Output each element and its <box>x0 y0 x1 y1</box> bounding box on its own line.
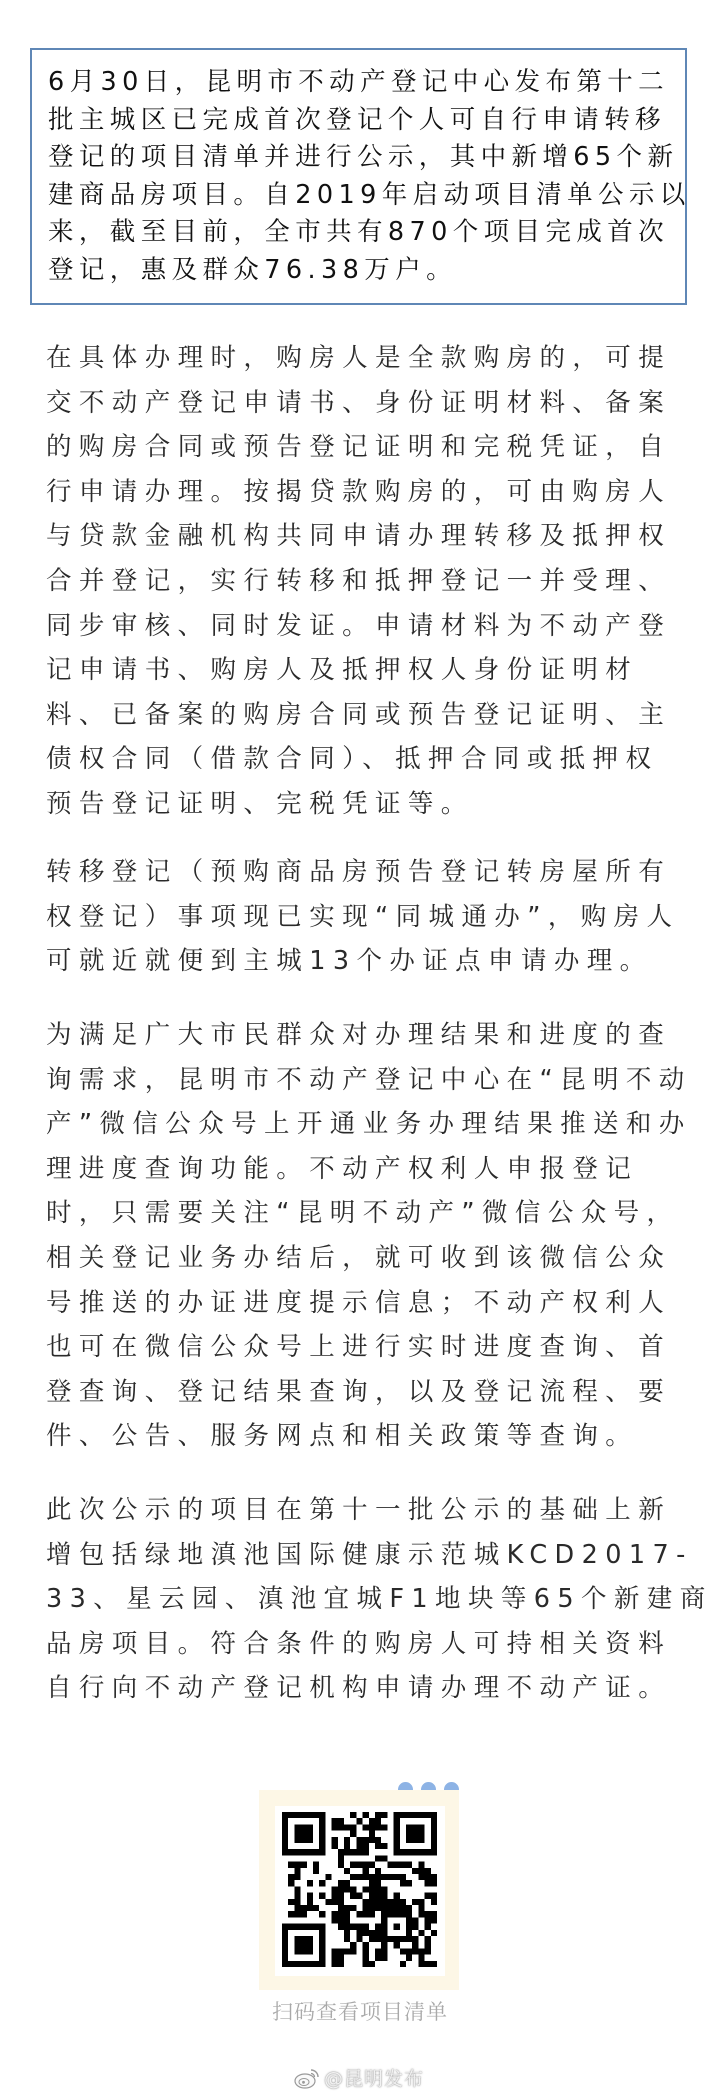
paragraph-line: 产”微信公众号上开通业务办理结果推送和办 <box>46 1109 692 1140</box>
paragraph-line: 此次公示的项目在第十一批公示的基础上新 <box>46 1495 672 1525</box>
paragraph-line: 也可在微信公众号上进行实时进度查询、首 <box>46 1332 672 1363</box>
paragraph-line: 询需求，昆明市不动产登记中心在“昆明不动 <box>46 1064 692 1095</box>
paragraph-same-city-service <box>46 850 686 984</box>
summary-line: 登记的项目清单并进行公示，其中新增65个新 <box>48 142 679 173</box>
paragraph-line: 自行向不动产登记机构申请办理不动产证。 <box>46 1673 672 1704</box>
paragraph-line: 为满足广大市民群众对办理结果和进度的查 <box>46 1020 672 1050</box>
paragraph-line: 时，只需要关注“昆明不动产”微信公众号， <box>46 1198 680 1229</box>
weibo-icon <box>294 2067 320 2089</box>
summary-line: 来，截至目前，全市共有870个项目完成首次 <box>48 217 670 248</box>
paragraph-line: 交不动产登记申请书、身份证明材料、备案 <box>46 387 672 418</box>
weibo-watermark <box>294 2064 424 2091</box>
paragraph-line: 的购房合同或预告登记证明和完税凭证，自 <box>46 432 672 463</box>
paragraph-line: 号推送的办证进度提示信息；不动产权利人 <box>46 1287 672 1318</box>
paragraph-line: 行申请办理。按揭贷款购房的，可由购房人 <box>46 476 672 507</box>
watermark-text: @昆明发布 <box>324 2068 425 2090</box>
paragraph-line: 可就近就便到主城13个办证点申请办理。 <box>46 946 653 977</box>
paragraph-line: 相关登记业务办结后，就可收到该微信公众 <box>46 1242 672 1273</box>
paragraph-application-materials <box>46 336 686 827</box>
paragraph-line: 合并登记，实行转移和抵押登记一并受理、 <box>46 565 672 596</box>
paragraph-line: 件、公告、服务网点和相关政策等查询。 <box>46 1421 639 1452</box>
qr-code-icon[interactable] <box>282 1812 437 1967</box>
summary-text <box>48 64 691 290</box>
qr-panel <box>275 1806 445 1976</box>
paragraph-line: 料、已备案的购房合同或预告登记证明、主 <box>46 699 672 730</box>
paragraph-wechat-query <box>46 1013 692 1459</box>
summary-line: 建商品房项目。自2019年启动项目清单公示以 <box>48 179 691 210</box>
paragraph-line: 转移登记（预购商品房预告登记转房屋所有 <box>46 857 672 887</box>
summary-line: 6月30日，昆明市不动产登记中心发布第十二 <box>48 67 670 97</box>
paragraph-line: 权登记）事项现已实现“同城通办”，购房人 <box>46 901 680 932</box>
summary-line: 批主城区已完成首次登记个人可自行申请转移 <box>48 104 667 135</box>
paragraph-line: 品房项目。符合条件的购房人可持相关资料 <box>46 1628 672 1659</box>
paragraph-line: 同步审核、同时发证。申请材料为不动产登 <box>46 610 672 641</box>
paragraph-line: 在具体办理时，购房人是全款购房的，可提 <box>46 343 672 373</box>
paragraph-new-projects <box>46 1488 713 1711</box>
qr-caption: 扫码查看项目清单 <box>272 2000 448 2024</box>
paragraph-line: 记申请书、购房人及抵押权人身份证明材 <box>46 655 639 686</box>
paragraph-line: 预告登记证明、完税凭证等。 <box>46 788 474 819</box>
paragraph-line: 登查询、登记结果查询，以及登记流程、要 <box>46 1376 672 1407</box>
summary-box <box>30 48 691 305</box>
paragraph-line: 与贷款金融机构共同申请办理转移及抵押权 <box>46 521 672 552</box>
paragraph-line: 33、星云园、滇池宜城F1地块等65个新建商 <box>46 1584 713 1615</box>
paragraph-line: 增包括绿地滇池国际健康示范城KCD2017- <box>46 1539 693 1570</box>
qr-card <box>259 1790 459 1990</box>
paragraph-line: 债权合同（借款合同）、抵押合同或抵押权 <box>46 744 659 775</box>
summary-line: 登记，惠及群众76.38万户。 <box>48 254 458 285</box>
paragraph-line: 理进度查询功能。不动产权利人申报登记 <box>46 1153 639 1184</box>
